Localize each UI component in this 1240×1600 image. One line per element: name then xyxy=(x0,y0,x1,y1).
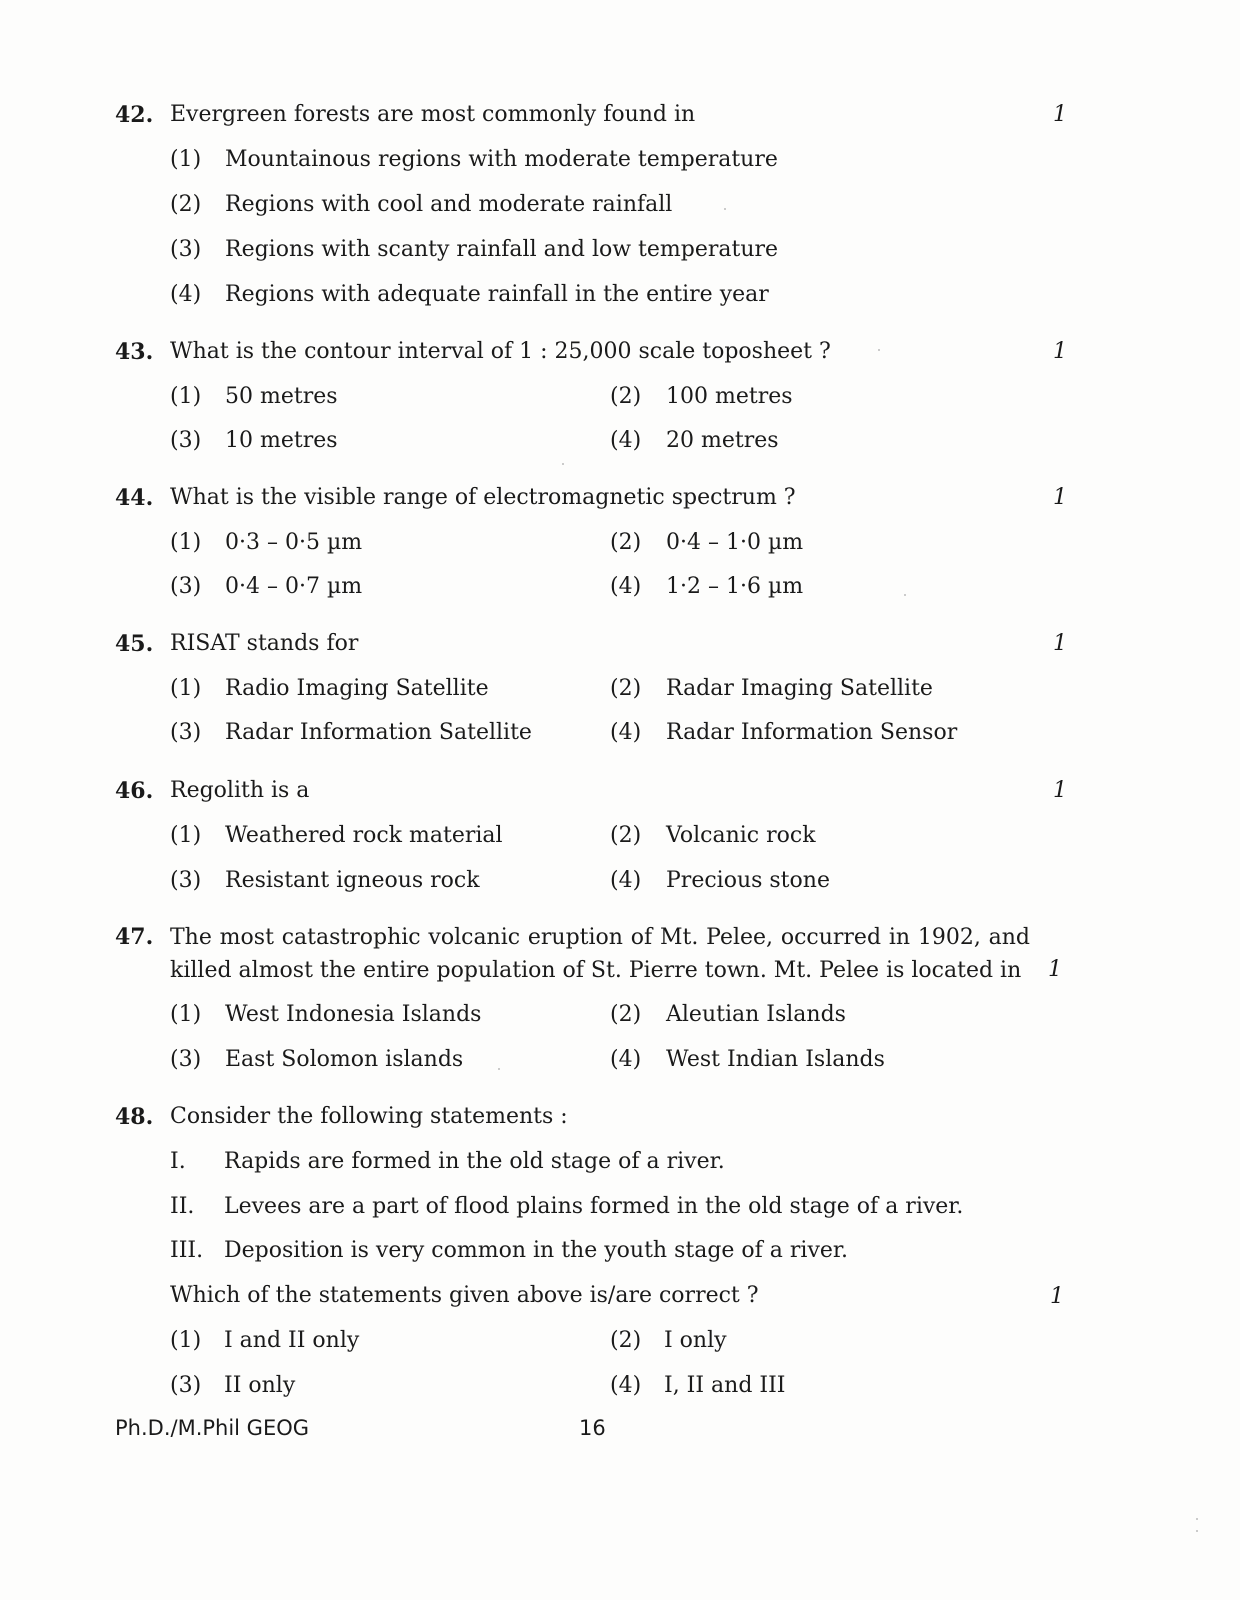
q48-option-3-num: (3) xyxy=(170,1373,202,1398)
q46-option-3-text: Resistant igneous rock xyxy=(225,868,480,893)
q47-option-1-num: (1) xyxy=(170,1002,202,1027)
question-45-number: 45. xyxy=(115,631,154,657)
q44-option-3-text: 0·4 – 0·7 µm xyxy=(225,574,363,599)
scan-speck xyxy=(878,349,880,351)
q43-option-3-num: (3) xyxy=(170,428,202,453)
question-43-marks: 1 xyxy=(1053,339,1067,364)
q42-option-4-num: (4) xyxy=(170,282,202,307)
q42-option-2-text: Regions with cool and moderate rainfall xyxy=(225,192,673,217)
q48-statement-1-text: Rapids are formed in the old stage of a river. xyxy=(224,1149,725,1174)
q47-option-4-num: (4) xyxy=(610,1047,642,1072)
scan-speck xyxy=(498,1068,500,1070)
q48-option-1-text: I and II only xyxy=(224,1328,360,1353)
question-44-number: 44. xyxy=(115,485,154,511)
q47-option-2-text: Aleutian Islands xyxy=(666,1002,846,1027)
question-47-number: 47. xyxy=(115,924,154,950)
q48-prompt: Which of the statements given above is/are correct ? xyxy=(170,1283,759,1308)
q48-option-2-text: I only xyxy=(664,1328,727,1353)
question-43-number: 43. xyxy=(115,339,154,365)
q47-option-1-text: West Indonesia Islands xyxy=(225,1002,482,1027)
scan-speck xyxy=(1196,1518,1198,1520)
question-45-text: RISAT stands for xyxy=(170,631,359,656)
q42-option-4-text: Regions with adequate rainfall in the entire year xyxy=(225,282,769,307)
q45-option-1-num: (1) xyxy=(170,676,202,701)
q45-option-4-text: Radar Information Sensor xyxy=(666,720,958,745)
q42-option-3-num: (3) xyxy=(170,237,202,262)
question-42-number: 42. xyxy=(115,102,154,128)
q47-option-4-text: West Indian Islands xyxy=(666,1047,885,1072)
scan-speck xyxy=(904,594,906,596)
q44-option-4-num: (4) xyxy=(610,574,642,599)
q46-option-3-num: (3) xyxy=(170,868,202,893)
question-42-marks: 1 xyxy=(1053,102,1067,127)
q42-option-1-num: (1) xyxy=(170,147,202,172)
question-47-text: The most catastrophic volcanic eruption of Mt. Pelee, occurred in 1902, and killed almost the entire population of St. Pierre town. Mt. Pelee is located in xyxy=(170,925,1030,983)
q48-statement-1-num: I. xyxy=(170,1149,186,1174)
q43-option-2-num: (2) xyxy=(610,384,642,409)
q46-option-4-num: (4) xyxy=(610,868,642,893)
q46-option-1-num: (1) xyxy=(170,823,202,848)
question-46-text: Regolith is a xyxy=(170,778,310,803)
q47-option-3-text: East Solomon islands xyxy=(225,1047,464,1072)
q48-option-1-num: (1) xyxy=(170,1328,202,1353)
question-48-text: Consider the following statements : xyxy=(170,1104,568,1129)
question-43-text: What is the contour interval of 1 : 25,000 scale toposheet ? xyxy=(170,339,831,364)
footer-exam-code: Ph.D./M.Phil GEOG xyxy=(115,1416,310,1440)
scan-speck xyxy=(1196,1530,1198,1532)
q48-statement-2-num: II. xyxy=(170,1194,195,1219)
q42-option-3-text: Regions with scanty rainfall and low temperature xyxy=(225,237,779,262)
q48-statement-3-text: Deposition is very common in the youth stage of a river. xyxy=(224,1238,848,1263)
q42-option-1-text: Mountainous regions with moderate temperature xyxy=(225,147,778,172)
q45-option-1-text: Radio Imaging Satellite xyxy=(225,676,489,701)
q42-option-2-num: (2) xyxy=(170,192,202,217)
q43-option-4-num: (4) xyxy=(610,428,642,453)
question-45-marks: 1 xyxy=(1053,631,1067,656)
q44-option-2-num: (2) xyxy=(610,530,642,555)
q45-option-3-text: Radar Information Satellite xyxy=(225,720,532,745)
question-44-text: What is the visible range of electromagnetic spectrum ? xyxy=(170,485,796,510)
q43-option-2-text: 100 metres xyxy=(666,384,793,409)
q47-option-3-num: (3) xyxy=(170,1047,202,1072)
question-48-number: 48. xyxy=(115,1104,154,1130)
q44-option-3-num: (3) xyxy=(170,574,202,599)
q44-option-1-num: (1) xyxy=(170,530,202,555)
q46-option-2-num: (2) xyxy=(610,823,642,848)
q46-option-4-text: Precious stone xyxy=(666,868,830,893)
q43-option-3-text: 10 metres xyxy=(225,428,338,453)
q48-option-2-num: (2) xyxy=(610,1328,642,1353)
q48-statement-2-text: Levees are a part of flood plains formed in the old stage of a river. xyxy=(224,1194,964,1219)
question-46-marks: 1 xyxy=(1053,778,1067,803)
q44-option-2-text: 0·4 – 1·0 µm xyxy=(666,530,804,555)
q48-option-3-text: II only xyxy=(224,1373,296,1398)
scan-speck xyxy=(562,463,564,465)
q48-option-4-num: (4) xyxy=(610,1373,642,1398)
question-48-marks: 1 xyxy=(1050,1284,1064,1309)
q43-option-1-text: 50 metres xyxy=(225,384,338,409)
q43-option-4-text: 20 metres xyxy=(666,428,779,453)
q45-option-2-num: (2) xyxy=(610,676,642,701)
q43-option-1-num: (1) xyxy=(170,384,202,409)
scan-speck xyxy=(724,208,726,210)
q46-option-2-text: Volcanic rock xyxy=(666,823,816,848)
q47-option-2-num: (2) xyxy=(610,1002,642,1027)
question-46-number: 46. xyxy=(115,778,154,804)
q48-option-4-text: I, II and III xyxy=(664,1373,786,1398)
question-42-text: Evergreen forests are most commonly found in xyxy=(170,102,696,127)
q44-option-1-text: 0·3 – 0·5 µm xyxy=(225,530,363,555)
question-47-marks: 1 xyxy=(1048,957,1062,982)
q48-statement-3-num: III. xyxy=(170,1238,204,1263)
question-44-marks: 1 xyxy=(1053,485,1067,510)
q44-option-4-text: 1·2 – 1·6 µm xyxy=(666,574,804,599)
footer-page-number: 16 xyxy=(579,1416,606,1440)
q45-option-4-num: (4) xyxy=(610,720,642,745)
q45-option-2-text: Radar Imaging Satellite xyxy=(666,676,933,701)
q45-option-3-num: (3) xyxy=(170,720,202,745)
q46-option-1-text: Weathered rock material xyxy=(225,823,503,848)
